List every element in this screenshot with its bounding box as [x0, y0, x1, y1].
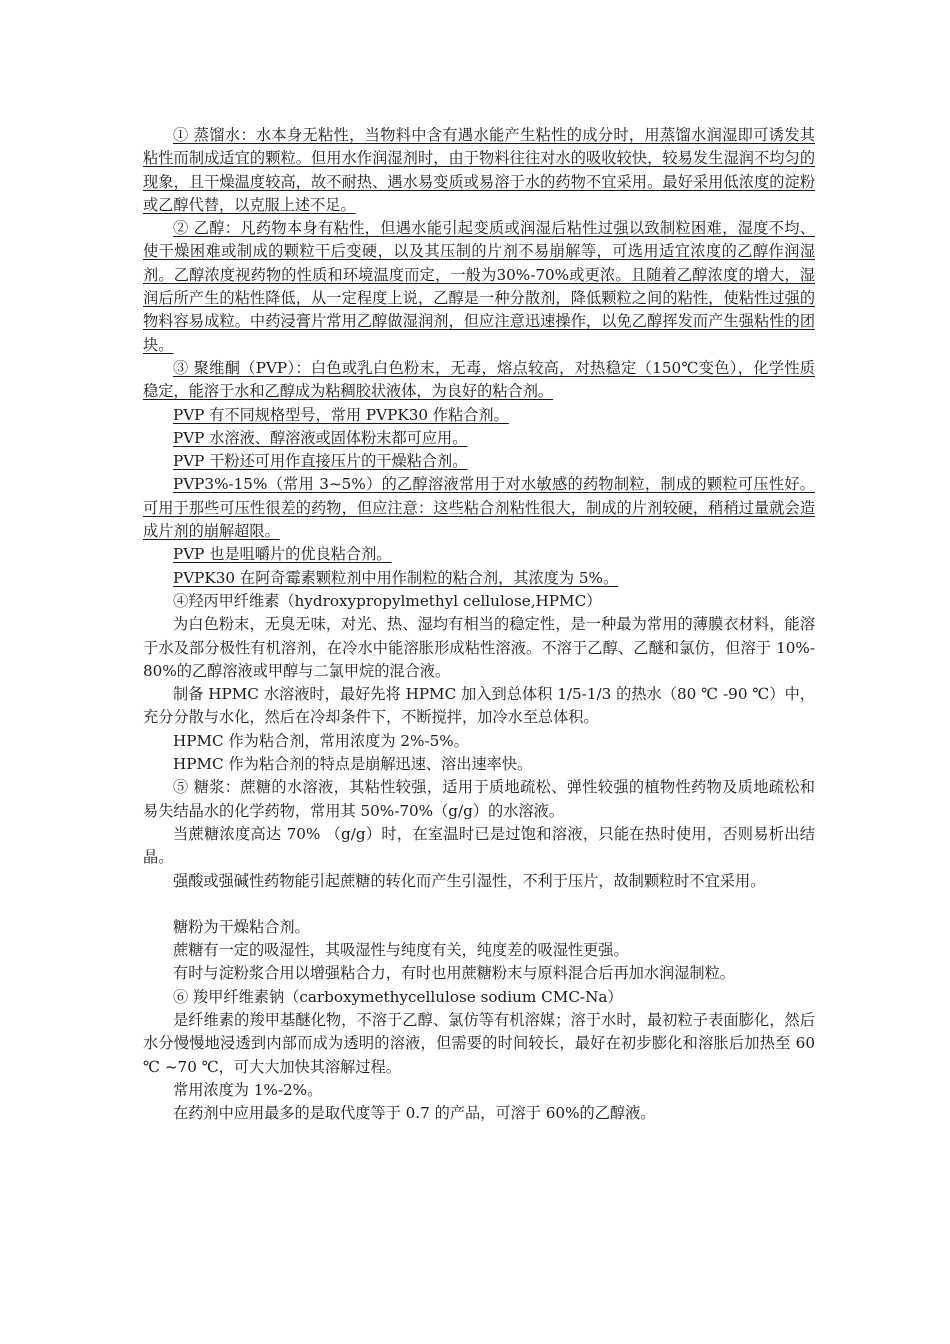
paragraph-cmc-na-concentration: 常用浓度为 1%-2%。	[173, 1080, 323, 1099]
paragraph-cmc-na-heading: ⑥ 羧甲纤维素钠（carboxymethycellulose sodium CMC-Na）	[173, 987, 623, 1006]
paragraph-pvp: ③ 聚维酮（PVP）：白色或乳白色粉末，无毒，熔点较高，对热稳定（150℃变色），化学性质稳定，能溶于水和乙醇成为粘稠胶状液体，为良好的粘合剂。	[143, 358, 815, 401]
paragraph-pvp-forms: PVP 水溶液、醇溶液或固体粉末都可应用。	[173, 428, 468, 447]
paragraph-syrup: ⑤ 糖浆：蔗糖的水溶液，其粘性较强，适用于质地疏松、弹性较强的植物性药物及质地疏松和易失结晶水的化学药物，常用其 50%-70%（g/g）的水溶液。	[143, 778, 815, 820]
paragraph-hpmc-description: 为白色粉末，无臭无味，对光、热、湿均有相当的稳定性，是一种最为常用的薄膜衣材料，能溶于水及部分极性有机溶剂，在冷水中能溶胀形成粘性溶液。不溶于乙醇、乙醚和氯仿，但溶于 10%-80%的乙醇溶液或甲醇与二氯甲烷的混合液。	[143, 615, 815, 680]
paragraph-sucrose-hygroscopic: 蔗糖有一定的吸湿性，其吸湿性与纯度有关，纯度差的吸湿性更强。	[173, 941, 629, 960]
paragraph-hpmc-features: HPMC 作为粘合剂的特点是崩解迅速、溶出速率快。	[173, 755, 533, 774]
paragraph-sugar-powder: 糖粉为干燥粘合剂。	[173, 917, 310, 936]
paragraph-cmc-na-substitution: 在药剂中应用最多的是取代度等于 0.7 的产品，可溶于 60%的乙醇液。	[173, 1104, 656, 1123]
paragraph-pvp-ethanol-solution: PVP3%-15%（常用 3~5%）的乙醇溶液常用于对水敏感的药物制粒，制成的颗粒可压性好。可用于那些可压性很差的药物，但应注意：这些粘合剂粘性很大，制成的片剂较硬，稍稍过量就会造成片剂的崩解超限。	[143, 475, 815, 541]
paragraph-starch-combination: 有时与淀粉浆合用以增强粘合力，有时也用蔗糖粉末与原料混合后再加水润湿制粒。	[173, 964, 735, 983]
blank-line	[143, 893, 815, 916]
paragraph-syrup-saturation: 当蔗糖浓度高达 70% （g/g）时，在室温时已是过饱和溶液，只能在热时使用，否则易析出结晶。	[143, 824, 815, 867]
paragraph-pvp-dry-binder: PVP 干粉还可用作直接压片的干燥粘合剂。	[173, 452, 468, 471]
paragraph-hpmc-concentration: HPMC 作为粘合剂，常用浓度为 2%-5%。	[173, 731, 469, 750]
paragraph-pvp-grades: PVP 有不同规格型号，常用 PVPK30 作粘合剂。	[173, 405, 509, 424]
paragraph-syrup-acid-base: 强酸或强碱性药物能引起蔗糖的转化而产生引湿性，不利于压片，故制颗粒时不宜采用。	[173, 871, 766, 890]
paragraph-distilled-water: ① 蒸馏水：水本身无粘性，当物料中含有遇水能产生粘性的成分时，用蒸馏水润湿即可诱发其粘性而制成适宜的颗粒。但用水作润湿剂时，由于物料往往对水的吸收较快，较易发生湿润不均匀的现象，且干燥温度较高，故不耐热、遇水易变质或易溶于水的药物不宜采用。最好采用低浓度的淀粉或乙醇代替，以克服上述不足。	[143, 126, 815, 214]
paragraph-pvp-chewable: PVP 也是咀嚼片的优良粘合剂。	[173, 545, 392, 564]
paragraph-ethanol: ② 乙醇：凡药物本身有粘性，但遇水能引起变质或润湿后粘性过强以致制粒困难，湿度不均、使干燥困难或制成的颗粒干后变硬，以及其压制的片剂不易崩解等，可选用适宜浓度的乙醇作润湿剂。乙醇浓度视药物的性质和环境温度而定，一般为30%-70%或更浓。且随着乙醇浓度的增大，湿润后所产生的粘性降低，从一定程度上说，乙醇是一种分散剂，降低颗粒之间的粘性，使粘性过强的物料容易成粒。中药浸膏片常用乙醇做湿润剂，但应注意迅速操作，以免乙醇挥发而产生强粘性的团块。	[143, 219, 815, 354]
paragraph-hpmc-preparation: 制备 HPMC 水溶液时，最好先将 HPMC 加入到总体积 1/5-1/3 的热水（80 ℃ -90 ℃）中，充分分散与水化，然后在冷却条件下，不断搅拌，加冷水至总体积。	[143, 685, 815, 727]
paragraph-pvpk30-azithromycin: PVPK30 在阿奇霉素颗粒剂中用作制粒的粘合剂，其浓度为 5%。	[173, 568, 619, 587]
document-body	[143, 124, 815, 1125]
paragraph-hpmc-heading: ④羟丙甲纤维素（hydroxypropylmethyl cellulose,HPMC）	[173, 591, 602, 610]
paragraph-cmc-na-description: 是纤维素的羧甲基醚化物，不溶于乙醇、氯仿等有机溶媒；溶于水时，最初粒子表面膨化，然后水分慢慢地浸透到内部而成为透明的溶液，但需要的时间较长，最好在初步膨化和溶胀后加热至 60 ℃ ~70 ℃，可大大加快其溶解过程。	[143, 1010, 815, 1076]
